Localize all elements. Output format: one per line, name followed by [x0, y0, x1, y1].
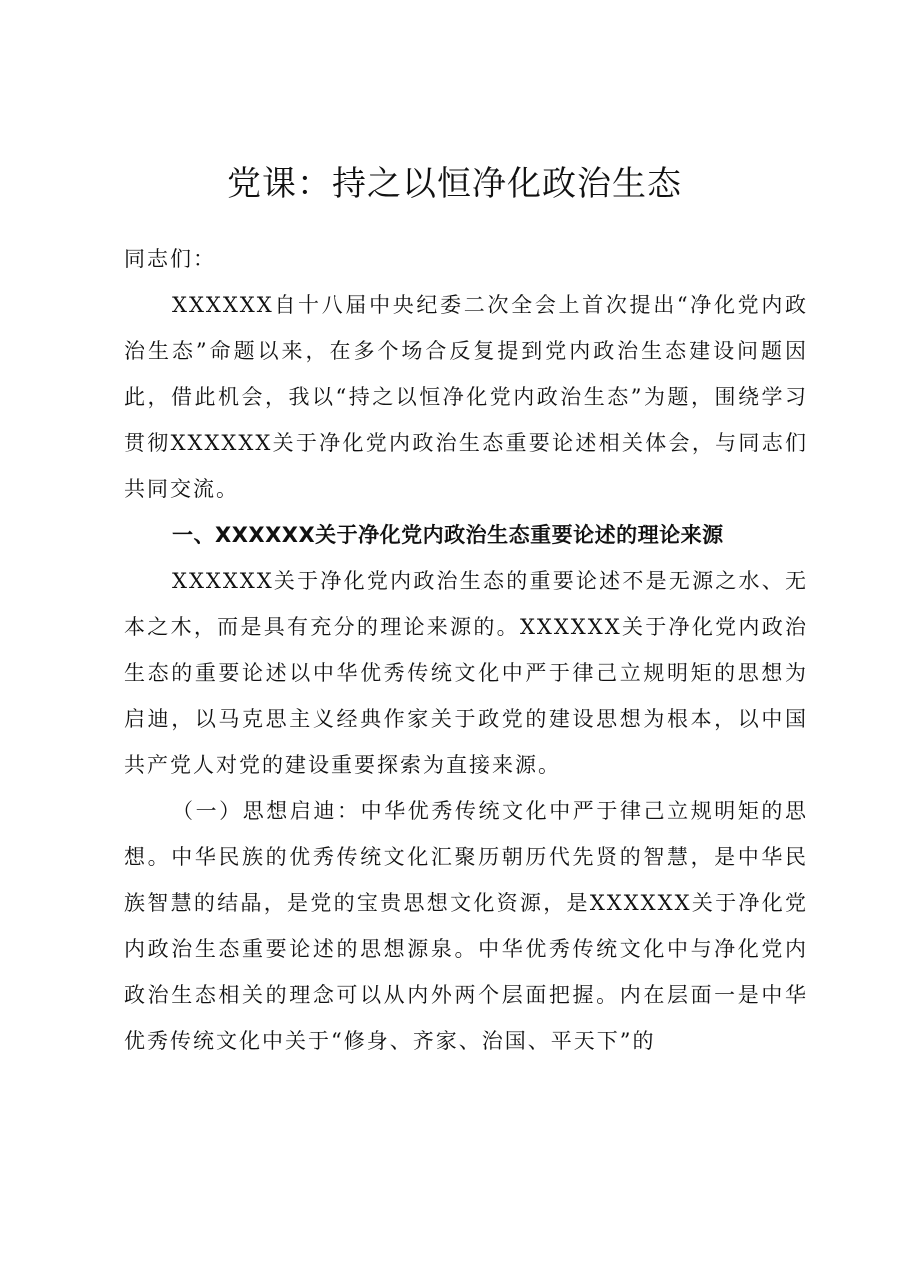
document-body	[124, 236, 808, 1064]
subsection-1-paragraph: （一）思想启迪：中华优秀传统文化中严于律己立规明矩的思想。中华民族的优秀传统文化汇聚历朝历代先贤的智慧，是中华民族智慧的结晶，是党的宝贵思想文化资源，是XXXXXX关于净化党内政治生态重要论述的思想源泉。中华优秀传统文化中与净化党内政治生态相关的理念可以从内外两个层面把握。内在层面一是中华优秀传统文化中关于“修身、齐家、治国、平天下”的	[124, 799, 808, 1053]
section-1-paragraph: XXXXXX关于净化党内政治生态的重要论述不是无源之水、无本之木，而是具有充分的理论来源的。XXXXXX关于净化党内政治生态的重要论述以中华优秀传统文化中严于律己立规明矩的思想为启迪，以马克思主义经典作家关于政党的建设思想为根本，以中国共产党人对党的建设重要探索为直接来源。	[124, 569, 808, 777]
salutation: 同志们：	[124, 247, 216, 271]
section-heading-1: 一、XXXXXX关于净化党内政治生态重要论述的理论来源	[172, 523, 724, 547]
document-title: 党课：持之以恒净化政治生态	[227, 164, 682, 204]
intro-paragraph: XXXXXX自十八届中央纪委二次全会上首次提出“净化党内政治生态”命题以来，在多个场合反复提到党内政治生态建设问题因此，借此机会，我以“持之以恒净化党内政治生态”为题，围绕学习贯彻XXXXXX关于净化党内政治生态重要论述相关体会，与同志们共同交流。	[124, 293, 808, 501]
